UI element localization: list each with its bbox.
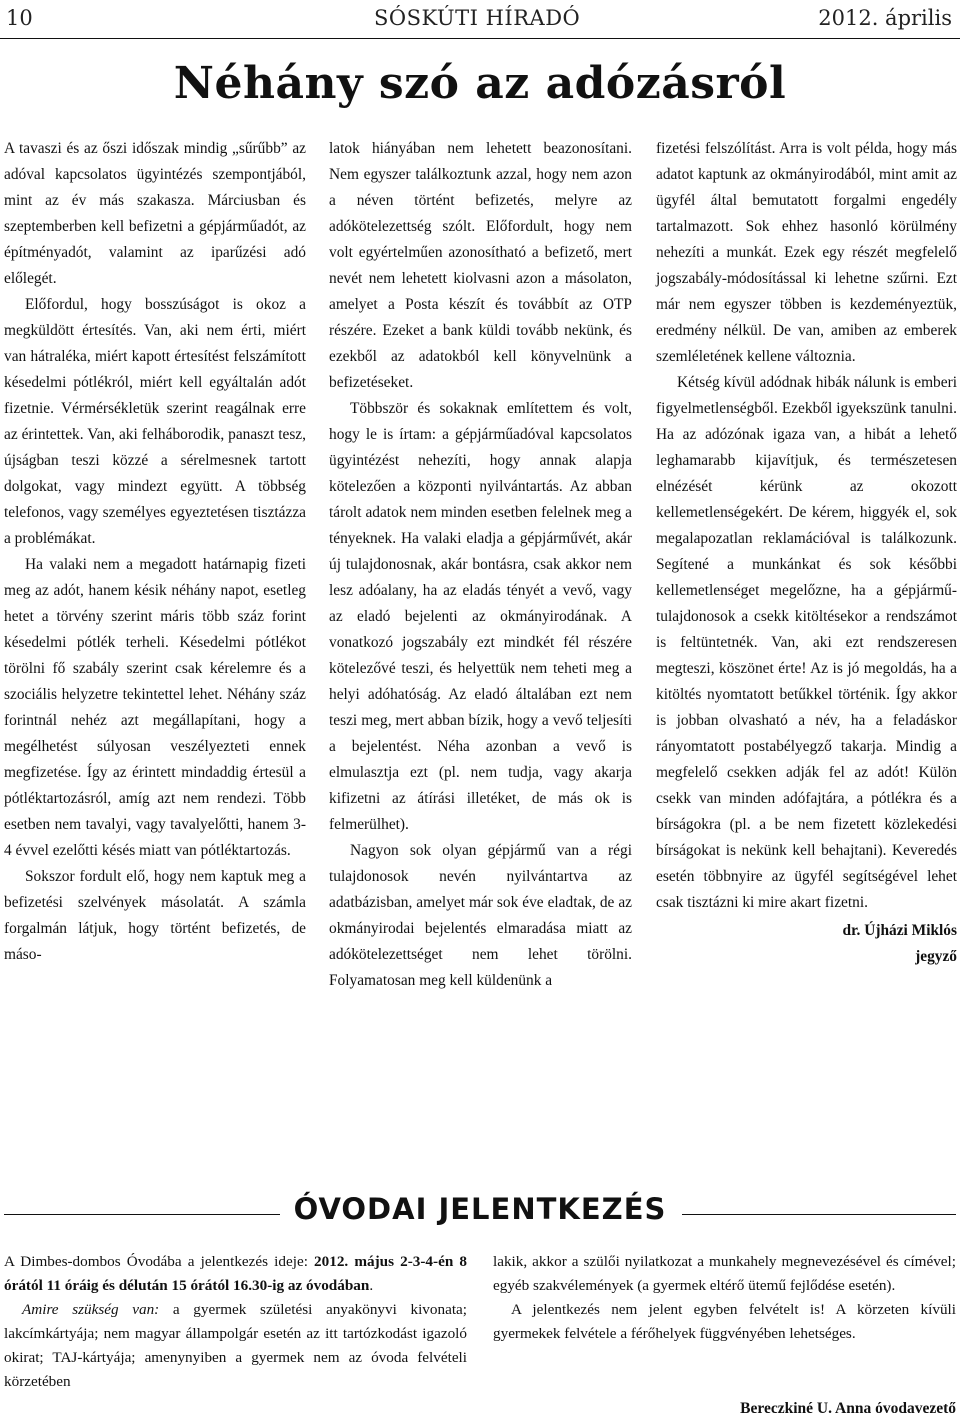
paragraph (4, 1298, 467, 1394)
header-rule (0, 38, 960, 39)
requirements-label: Amire szükség van: (22, 1301, 160, 1318)
paragraph: Ha valaki nem a megadott határnapig fizeti meg az adót, hanem késik néhány napot, esetleg hetet a törvény szerint máris több száz forint késedelmi pótlék terheli. Késedelmi pótlékot törölni fő szabály szerint csak kérelemre és a szociális helyzetre tekintettel lehet. Néhány száz forintnál nehéz azt megállapítani, hogy a megélhetést súlyosan veszélyezteti ennek megfizetése. Így az érintett mindaddig értesül a pótléktartozásról, amíg azt nem rendezi. Több esetben nem tavalyi, vagy tavalyelőtti, hanem 3-4 évvel ezelőtti késés miatt van pótléktartozás. (4, 556, 306, 859)
enrollment-column-right (493, 1250, 956, 1346)
enrollment-column-left (4, 1250, 467, 1394)
author-name: dr. Újházi Miklós (842, 922, 957, 939)
paragraph: A jelentkezés nem jelent egyben felvételt is! A körzeten kívüli gyermekek felvétele a férőhelyek függvényében lehetséges. (493, 1301, 956, 1342)
text: . (369, 1277, 374, 1294)
paragraph: Többször és sokaknak említettem és volt, hogy le is írtam: a gépjárműadóval kapcsolatos ügyintézést nehezíti, hogy annak alapja kötelezően a központi nyilvántartás. Az abban tárolt adatok nem minden esetben felelnek meg a tényeknek. Ha valaki eladja a gépjárművét, akár új tulajdonosnak, akár bontásra, csak akkor nem lesz adóalany, ha az eladás tényét a vevő, vagy az eladó bejelenti az okmányirodának. A vonatkozó jogszabály ezt mindkét fél részére kötelezővé teszi, és helyettük nem teheti meg a helyi adóhatóság. Az eladó általában ezt nem teszi meg, mert abban bízik, hogy a vevő teljesíti a bejelentést. Néha azonban a vevő is elmulasztja ezt (pl. nem tudja, vagy akarja kifizetni az átírási illetéket, de más ok is felmerülhet). (329, 400, 632, 833)
article-column-3 (656, 136, 957, 970)
paragraph: Előfordul, hogy bosszúságot is okoz a megküldött értesítés. Van, aki nem érti, miért van hátraléka, miért kapott értesítést felszámított késedelmi pótlékról, miért kell egyáltalán adót fizetnie. Vérmérsékletük szerint reagálnak erre az érintettek. Van, aki felháborodik, panaszt tesz, újságban teszi közzé a sérelmesnek tartott dolgokat, vagy mindezt együtt. A többség telefonos, vagy személyes egyeztetésen tisztázza a problémákat. (4, 296, 306, 547)
publication-name: SÓSKÚTI HÍRADÓ (374, 6, 581, 30)
paragraph: Kétség kívül adódnak hibák nálunk is emberi figyelmetlenségből. Ezekből igyekszünk tanulni. Ha az adózónak igaza van, a hibát a lehető leghamarabb kijavítjuk, és természetesen elnézését kérünk az okozott kellemetlenségekért. De kérem, higgyék el, sok megalapozatlan reklamációval is találkozunk. Segítené a munkánkat és sok későbbi kellemetlenséget megelőzne, ha a gépjármű-tulajdonosok a csekk kitöltésekor a rendszámot is feltüntetnék. Van, aki ezt rendszeresen megteszi, köszönet érte! Az is jó megoldás, ha a kitöltés nyomtatott betűkkel történik. Így akkor is jobban olvasható a név, ha a feladáskor rányomtatott postabélyegző takarja. Mindig a megfelelő csekken adják fel az adót! Külön csekk van minden adófajtára, a pótlékra és a bírságokra (pl. a be nem fizetett közlekedési bírságokat is nekünk kell behajtani). Keveredés esetén többnyire az ügyfél segítségével lehet csak tisztázni ki mire akart fizetni. (656, 374, 957, 911)
page-header (0, 0, 960, 40)
paragraph: lakik, akkor a szülői nyilatkozat a munkahely megnevezésével és címével; egyéb szakvélemények (a gyermek eltérő ütemű fejlődése esetén). (493, 1253, 956, 1294)
text: A Dimbes-dombos Óvodába a jelentkezés ideje: (4, 1253, 315, 1270)
issue-date: 2012. április (818, 6, 952, 30)
enrollment-signature: Bereczkiné U. Anna óvodavezető (740, 1400, 956, 1417)
paragraph: latok hiányában nem lehetett beazonosítani. Nem egyszer találkoztunk azzal, hogy nem azon a néven történt befizetés, melyre az adókötelezettség szólt. Előfordult, hogy nem volt egyértelműen azonosítható a befizető, mert nevét nem lehetett kiolvasni azon a másolaton, amelyet a Posta készít és továbbít az OTP részére. Ezeket a bank küldi tovább nekünk, és ezekből az adatokból kell könyvelnünk a befizetéseket. (329, 140, 632, 391)
article-column-1 (4, 136, 306, 968)
section-title: ÓVODAI JELENTKEZÉS (293, 1192, 667, 1226)
paragraph: fizetési felszólítást. Arra is volt példa, hogy más adatot kaptunk az okmányirodából, mint amit az ügyfél által bemutatott forgalmi engedély tartalmazott. Sok ehhez hasonló körülmény nehezíti a munkát. Ezek egy részét megfelelő jogszabály-módosítással ki lehetne szűrni. Ezt már nem egyszer többen is kezdeményeztük, eredmény nélkül. De van, amiben az emberek szemléletének kellene változnia. (656, 140, 957, 365)
paragraph: A tavaszi és az őszi időszak mindig „sűrűbb” az adóval kapcsolatos ügyintézés szempontjából, mint az év más szakasza. Márciusban és szeptemberben kell befizetni a gépjárműadót, az építményadót, valamint az iparűzési adó előlegét. (4, 140, 306, 287)
page-number: 10 (6, 6, 33, 30)
text: a gyermek születési anyakönyvi kivonata; lakcímkártyája; nem magyar állampolgár esetén az itt tartózkodást igazoló okirat; TAJ-kártyája; amenynyiben a gyermek nem az óvoda felvételi körzetében (4, 1301, 467, 1390)
enrollment-dates: 2012. május 2-3-4-én 8 órától 11 óráig és délután 15 órától 16.30-ig az óvodában (4, 1253, 467, 1294)
paragraph (4, 1250, 467, 1298)
article-column-2 (329, 136, 632, 994)
paragraph: Sokszor fordult elő, hogy nem kaptuk meg a befizetési szelvények másolatát. A számla forgalmán látjuk, hogy történt befizetés, de máso- (4, 868, 306, 963)
section-rule-right (682, 1214, 956, 1215)
paragraph: Nagyon sok olyan gépjármű van a régi tulajdonosok nevén nyilvántartva az adatbázisban, amelyet már sok éve eladtak, de az okmányirodai bejelentés elmaradása miatt az adókötelezettséget nem lehet törölni. Folyamatosan meg kell küldenünk a (329, 842, 632, 989)
article-title: Néhány szó az adózásról (173, 58, 787, 109)
author-title: jegyző (915, 948, 957, 965)
